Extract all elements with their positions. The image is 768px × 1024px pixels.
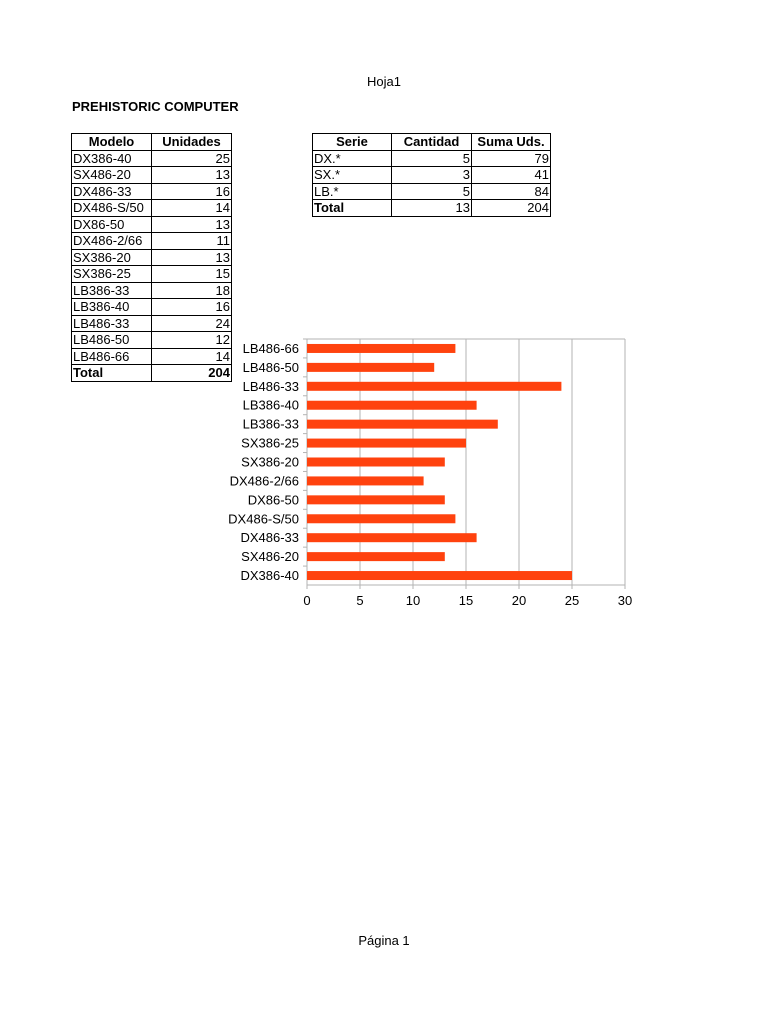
x-tick-label: 5	[356, 593, 364, 608]
model-name-cell: DX486-2/66	[72, 233, 152, 250]
y-category-label: DX486-2/66	[229, 473, 299, 489]
x-tick-label: 10	[405, 593, 421, 608]
table-row	[72, 315, 232, 332]
y-category-label: LB486-50	[242, 359, 299, 375]
model-name-cell: DX86-50	[72, 216, 152, 233]
count-cell: 5	[392, 150, 472, 167]
total-units-cell: 204	[152, 365, 232, 382]
units-cell: 18	[152, 282, 232, 299]
bar	[307, 552, 445, 561]
y-category-label: DX386-40	[240, 568, 299, 584]
model-name-cell: SX386-20	[72, 249, 152, 266]
sheet-title: PREHISTORIC COMPUTER	[72, 99, 239, 114]
series-name-cell: LB.*	[313, 183, 392, 200]
y-category-label: SX486-20	[241, 549, 299, 565]
bar	[307, 476, 424, 485]
x-tick-label: 25	[564, 593, 580, 608]
total-label-cell: Total	[72, 365, 152, 382]
units-bar-chart	[220, 330, 640, 620]
units-cell: 15	[152, 266, 232, 283]
bar	[307, 344, 455, 353]
units-cell: 16	[152, 299, 232, 316]
model-name-cell: LB486-33	[72, 315, 152, 332]
sum-cell: 41	[472, 167, 551, 184]
bar	[307, 495, 445, 504]
y-category-label: LB486-33	[242, 378, 299, 394]
y-category-label: LB486-66	[242, 340, 299, 356]
table-row	[72, 282, 232, 299]
bar	[307, 458, 445, 467]
units-cell: 16	[152, 183, 232, 200]
bar	[307, 439, 466, 448]
page-header: Hoja1	[367, 74, 401, 89]
x-tick-label: 30	[617, 593, 633, 608]
table-row	[313, 150, 551, 167]
total-count-cell: 13	[392, 200, 472, 217]
y-category-label: DX86-50	[247, 492, 299, 508]
series-name-cell: SX.*	[313, 167, 392, 184]
bar	[307, 363, 434, 372]
table-row	[313, 167, 551, 184]
page-footer: Página 1	[358, 933, 410, 948]
y-category-label: SX386-25	[241, 435, 299, 451]
bar	[307, 401, 477, 410]
series-name-cell: DX.*	[313, 150, 392, 167]
models-table	[71, 133, 232, 382]
units-cell: 14	[152, 200, 232, 217]
column-header-modelo: Modelo	[72, 134, 152, 151]
bar	[307, 514, 455, 523]
count-cell: 5	[392, 183, 472, 200]
table-row	[313, 183, 551, 200]
column-header-suma-uds: Suma Uds.	[472, 134, 551, 151]
units-cell: 13	[152, 167, 232, 184]
x-tick-label: 15	[458, 593, 474, 608]
y-category-label: DX486-S/50	[228, 511, 299, 527]
model-name-cell: DX486-S/50	[72, 200, 152, 217]
units-cell: 11	[152, 233, 232, 250]
series-total-row	[313, 200, 551, 217]
model-name-cell: DX486-33	[72, 183, 152, 200]
units-cell: 13	[152, 249, 232, 266]
units-cell: 24	[152, 315, 232, 332]
table-row	[72, 233, 232, 250]
model-name-cell: LB386-40	[72, 299, 152, 316]
table-row	[72, 216, 232, 233]
table-row	[72, 200, 232, 217]
column-header-serie: Serie	[313, 134, 392, 151]
x-tick-label: 20	[511, 593, 527, 608]
y-category-label: SX386-20	[241, 454, 299, 470]
model-name-cell: DX386-40	[72, 150, 152, 167]
bar	[307, 571, 572, 580]
bar	[307, 420, 498, 429]
units-cell: 12	[152, 332, 232, 349]
sum-cell: 84	[472, 183, 551, 200]
models-total-row	[72, 365, 232, 382]
table-row	[72, 249, 232, 266]
model-name-cell: LB486-50	[72, 332, 152, 349]
total-sum-cell: 204	[472, 200, 551, 217]
table-row	[72, 167, 232, 184]
table-row	[72, 183, 232, 200]
units-cell: 13	[152, 216, 232, 233]
units-cell: 14	[152, 348, 232, 365]
table-row	[72, 150, 232, 167]
model-name-cell: SX486-20	[72, 167, 152, 184]
table-row	[72, 332, 232, 349]
y-category-label: DX486-33	[240, 530, 299, 546]
units-cell: 25	[152, 150, 232, 167]
model-name-cell: SX386-25	[72, 266, 152, 283]
series-table-header-row	[313, 134, 551, 151]
bar	[307, 382, 561, 391]
column-header-cantidad: Cantidad	[392, 134, 472, 151]
series-table	[312, 133, 551, 217]
y-category-label: LB386-40	[242, 397, 299, 413]
model-name-cell: LB486-66	[72, 348, 152, 365]
table-row	[72, 266, 232, 283]
table-row	[72, 348, 232, 365]
bar	[307, 533, 477, 542]
sum-cell: 79	[472, 150, 551, 167]
total-label-cell: Total	[313, 200, 392, 217]
column-header-unidades: Unidades	[152, 134, 232, 151]
table-row	[72, 299, 232, 316]
x-tick-label: 0	[303, 593, 311, 608]
y-category-label: LB386-33	[242, 416, 299, 432]
model-name-cell: LB386-33	[72, 282, 152, 299]
count-cell: 3	[392, 167, 472, 184]
models-table-header-row	[72, 134, 232, 151]
